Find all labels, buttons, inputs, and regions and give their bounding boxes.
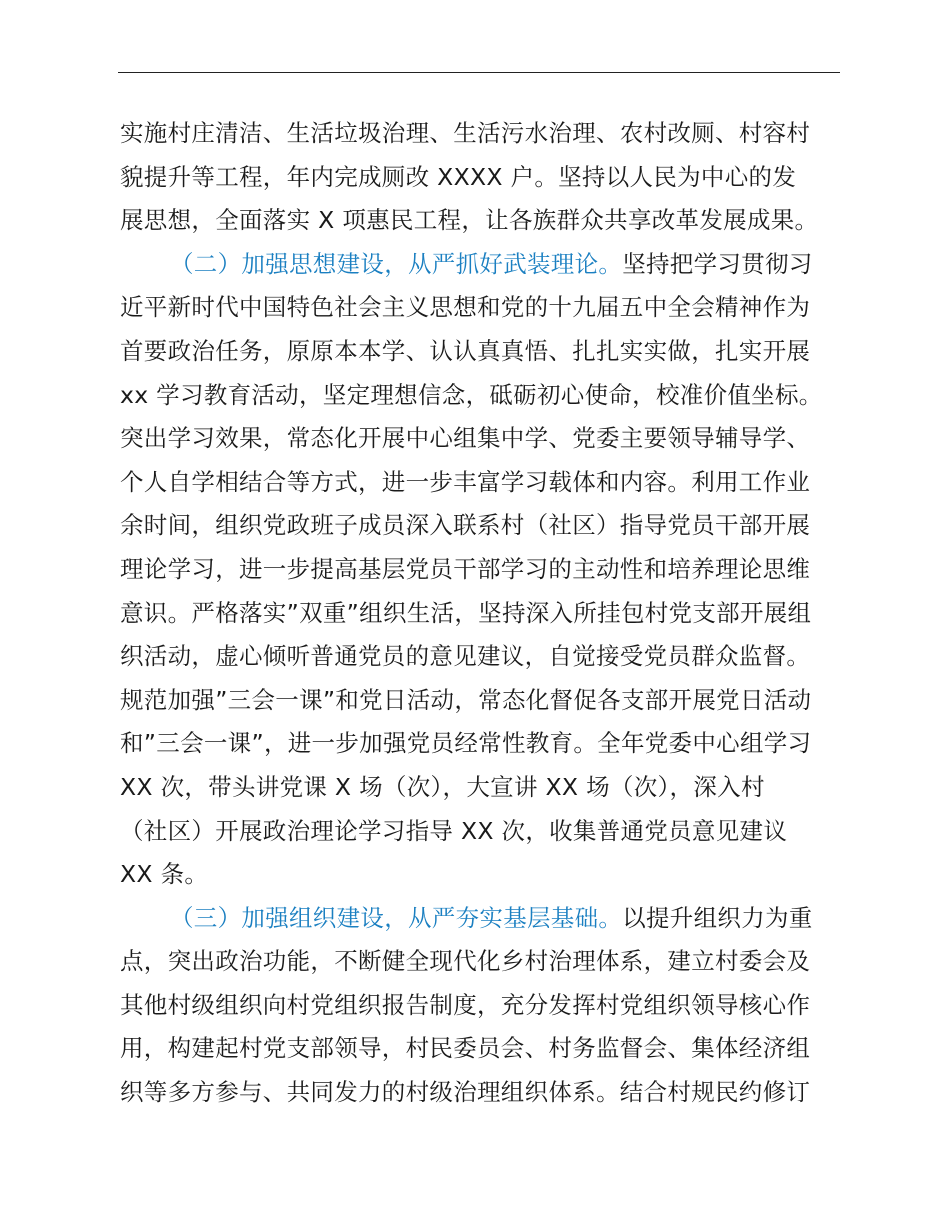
- section-3-lead-text: 以提升组织力为重: [622, 903, 813, 932]
- text-line: 规范加强”三会一课”和党日活动，常态化督促各支部开展党日活动: [120, 685, 812, 714]
- text-line: 理论学习，进一步提高基层党员干部学习的主动性和培养理论思维: [120, 554, 811, 583]
- text-line: XX 条。: [120, 860, 209, 889]
- text-line: 用，构建起村党支部领导，村民委员会、村务监督会、集体经济组: [120, 1034, 811, 1063]
- text-line: 织等多方参与、共同发力的村级治理组织体系。结合村规民约修订: [120, 1078, 811, 1107]
- text-line: 实施村庄清洁、生活垃圾治理、生活污水治理、农村改厕、村容村: [120, 119, 811, 147]
- text-line: 突出学习效果，常态化开展中心组集中学、党委主要领导辅导学、: [120, 424, 811, 453]
- text-line: 首要政治任务，原原本本学、认认真真悟、扎扎实实做，扎实开展: [120, 336, 811, 365]
- document-body: [120, 112, 842, 1115]
- text-line: 和”三会一课”，进一步加强党员经常性教育。全年党委中心组学习: [120, 729, 812, 758]
- text-line: xx 学习教育活动，坚定理想信念，砥砺初心使命，校准价值坐标。: [120, 380, 823, 409]
- text-line: 其他村级组织向村党组织报告制度，充分发挥村党组织领导核心作: [120, 990, 811, 1019]
- text-line: XX 次，带头讲党课 X 场（次），大宣讲 XX 场（次），深入村: [120, 772, 765, 801]
- section-2-heading: （二）加强思想建设，从严抓好武装理论。: [170, 249, 623, 278]
- text-line: 展思想，全面落实 X 项惠民工程，让各族群众共享改革发展成果。: [120, 206, 819, 235]
- text-line: 近平新时代中国特色社会主义思想和党的十九届五中全会精神作为: [120, 293, 811, 322]
- text-line: 点，突出政治功能，不断健全现代化乡村治理体系，建立村委会及: [120, 947, 811, 976]
- header-rule: [118, 72, 840, 73]
- text-line: 余时间，组织党政班子成员深入联系村（社区）指导党员干部开展: [120, 511, 811, 540]
- section-2-first-line: [120, 243, 842, 287]
- text-line: 意识。严格落实”双重”组织生活，坚持深入所挂包村党支部开展组: [120, 598, 812, 627]
- section-3-first-line: [120, 897, 842, 941]
- section-3-heading: （三）加强组织建设，从严夯实基层基础。: [170, 903, 623, 932]
- text-line: 织活动，虚心倾听普通党员的意见建议，自觉接受党员群众监督。: [120, 642, 811, 671]
- section-2-lead-text: 坚持把学习贯彻习: [622, 249, 813, 278]
- text-line: 貌提升等工程，年内完成厕改 XXXX 户。坚持以人民为中心的发: [120, 162, 797, 191]
- text-line: （社区）开展政治理论学习指导 XX 次，收集普通党员意见建议: [120, 816, 788, 845]
- text-line: 个人自学相结合等方式，进一步丰富学习载体和内容。利用工作业: [120, 467, 811, 496]
